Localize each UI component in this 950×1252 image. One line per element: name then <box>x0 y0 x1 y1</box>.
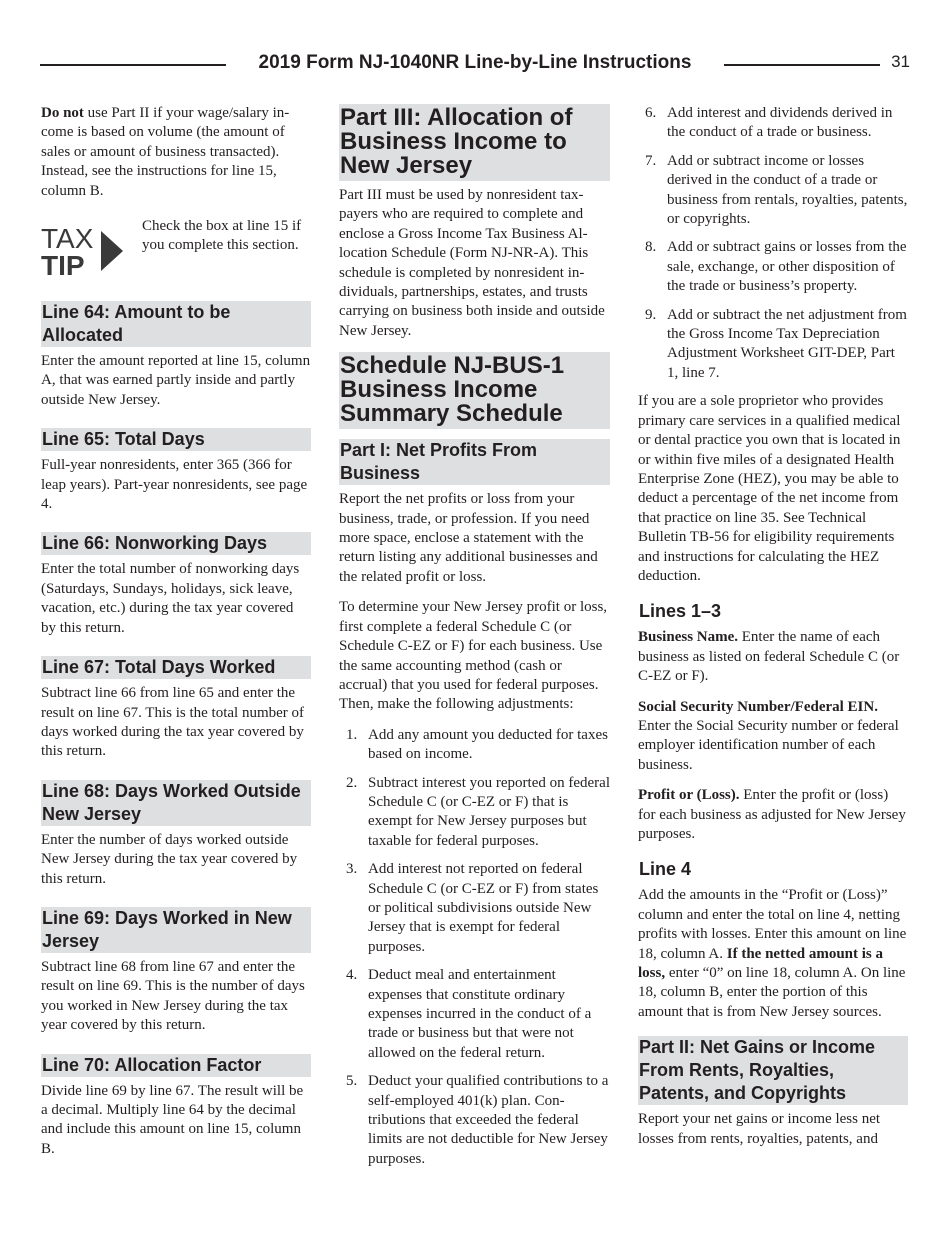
part3-heading: Part III: Allocation of Business Income to New Jersey <box>339 104 610 181</box>
column-2 <box>339 104 610 1178</box>
tax-tip-logo <box>41 225 127 277</box>
line4-text2: enter “0” on line 18, column A. On line 18, column B, enter the portion of this amount that is from New Jersey sources. <box>638 965 906 1020</box>
list-item-text: Add or subtract gains or losses from the sale, exchange, or other disposition of the trade or business’s property. <box>667 239 907 295</box>
profit-loss-text: Enter the profit or (loss) for each business as adjusted for New Jersey purposes. <box>638 787 906 842</box>
list-item-text: Add any amount you deducted for taxes based on income. <box>368 726 608 763</box>
part2-heading: Part II: Net Gains or Income From Rents, Royalties, Patents, and Copyrights <box>638 1036 908 1105</box>
line70-heading: Line 70: Allocation Factor <box>41 1054 311 1077</box>
page-title: 2019 Form NJ-1040NR Line-by-Line Instructions <box>258 52 692 73</box>
adjustments-list-1 <box>339 726 610 1170</box>
part1-para1: Report the net profits or loss from your business, trade, or profession. If you need more space, enclose a statement with the return listing any additional businesses and the related profit or loss. <box>339 491 598 585</box>
line64-heading: Line 64: Amount to be Allocated <box>41 301 311 347</box>
line66-text: Enter the total number of nonworking days (Saturdays, Sundays, holidays, sick leave, vacation, etc.) during the tax year covered by this return. <box>41 561 300 636</box>
list-item-text: Add interest not reported on federal Schedule C (or C-EZ or F) from states or political subdivisions outside New Jersey that is exempt for federal purposes. <box>368 861 599 955</box>
line69-text: Subtract line 68 from line 67 and enter the result on line 69. This is the number of days you worked in New Jersey during the tax year covered by this return. <box>41 958 305 1034</box>
intro-text: use Part II if your wage/salary income is based on volume (the amount of sales or amount of business transacted). Instead, see the instructions for line 15, column B. <box>41 105 290 199</box>
page-number: 31 <box>891 52 910 71</box>
intro-bold: Do not <box>41 105 84 121</box>
line64-text: Enter the amount reported at line 15, column A, that was earned partly inside and partly outside New Jersey. <box>41 353 311 408</box>
tax-tip-arrow-icon <box>101 231 123 271</box>
line4-heading: Line 4 <box>639 859 692 880</box>
list-item <box>638 104 908 143</box>
line65-text: Full-year nonresidents, enter 365 (366 for leap years). Part-year nonresidents, see page 4. <box>41 457 308 513</box>
tax-tip-logo-line2: TIP <box>41 250 85 278</box>
list-item-number: 7. <box>645 152 657 169</box>
header-rule-right <box>724 64 880 66</box>
list-item <box>339 726 610 765</box>
list-item-text: Subtract interest you reported on federal Schedule C (or C-EZ or F) that is exempt for New Jersey purposes but taxable for federal purposes. <box>368 774 610 849</box>
part3-text: Part III must be used by nonresident taxpayers who are required to complete and enclose a Gross Income Tax Business Allocation Schedule (Form NJ-NR-A). This schedule is completed by nonresident individuals, partnerships, estates, and trusts carrying on business both inside and outside New Jersey. <box>339 187 605 339</box>
list-item-text: Deduct your qualified contributions to a self-employed 401(k) plan. Contributions that exceeded the federal limits are not deductible for New Jersey purposes. <box>368 1073 609 1167</box>
hez-paragraph: If you are a sole proprietor who provides primary care services in a qualified medical or dental practice you own that is located in or within five miles of a designated Health Enterprise Zone (HEZ), you may be able to deduct a percentage of the net income from that practice on line 35. See Technical Bulletin TB-56 for eligibility requirements and instructions for calculating the HEZ deduction. <box>638 393 901 584</box>
tax-tip-logo-line1: TAX <box>41 225 94 255</box>
list-item-number: 1. <box>346 726 358 743</box>
list-item-number: 6. <box>645 105 657 121</box>
list-item-text: Add or subtract the net adjustment from the Gross Income Tax Depreciation Adjustment Worksheet GIT-DEP, Part 1, line 7. <box>667 306 907 381</box>
business-name-paragraph <box>638 628 908 686</box>
part1-para2: To determine your New Jersey profit or loss, first complete a federal Schedule C (or Schedule C-EZ or F) for each business. Use the same accounting method (cash or accrual) that you used for federal purposes. Then, make the following adjustments: <box>339 599 608 713</box>
business-name-bold: Business Name. <box>638 629 739 646</box>
list-item <box>339 966 610 1063</box>
list-item-text: Deduct meal and entertainment expenses that constitute ordinary expenses incurred in the conduct of a trade or business but that were not allowed on the federal return. <box>368 967 592 1061</box>
list-item <box>638 152 908 230</box>
line70-text: Divide line 69 by line 67. The result will be a decimal. Multiply line 64 by the decimal and include this amount on line 15, column B. <box>41 1082 304 1157</box>
list-item <box>339 860 610 957</box>
line69-heading: Line 69: Days Worked in New Jersey <box>41 907 311 953</box>
list-item <box>339 1072 610 1169</box>
ssn-bold: Social Security Number/Federal EIN. <box>638 698 878 715</box>
column-1 <box>41 104 311 1170</box>
list-item-number: 4. <box>346 967 358 984</box>
list-item-number: 8. <box>645 239 657 256</box>
part2-text: Report your net gains or income less net losses from rents, royalties, patents, and <box>638 1111 881 1147</box>
line67-heading: Line 67: Total Days Worked <box>41 656 311 679</box>
line4-bold: If the netted amount is a loss, <box>638 945 883 982</box>
list-item-number: 2. <box>346 774 358 791</box>
line4-text1: Add the amounts in the “Profit or (Loss)” column and enter the total on line 4, netting profits with losses. Enter this amount on line 18, column A. <box>638 887 907 962</box>
ssn-text: Enter the Social Security number or federal employer identification number of each business. <box>638 717 899 773</box>
list-item-number: 3. <box>346 861 358 878</box>
line65-heading: Line 65: Total Days <box>41 428 311 451</box>
list-item-text: Add interest and dividends derived in the conduct of a trade or business. <box>667 105 893 141</box>
line68-heading: Line 68: Days Worked Outside New Jersey <box>41 780 311 826</box>
list-item <box>638 238 908 296</box>
line66-heading: Line 66: Nonworking Days <box>41 532 311 555</box>
list-item-number: 9. <box>645 306 657 323</box>
tax-tip-text: Check the box at line 15 if you complete this section. <box>142 218 302 254</box>
list-item <box>339 774 610 852</box>
part1-heading: Part I: Net Profits From Business <box>339 439 610 485</box>
list-item <box>638 306 908 384</box>
line68-text: Enter the number of days worked outside New Jersey during the tax year covered by this return. <box>41 831 298 887</box>
business-name-text: Enter the name of each business as listed on federal Schedule C (or C-EZ or F). <box>638 629 900 685</box>
line67-text: Subtract line 66 from line 65 and enter the result on line 67. This is the total number of days worked during the tax year covered by this return. <box>41 685 305 760</box>
column-3 <box>638 104 908 1160</box>
list-item-text: Add or subtract income or losses derived in the conduct of a trade or business from rentals, royalties, patents, or copyrights. <box>667 152 908 228</box>
adjustments-list-2 <box>638 104 908 383</box>
header-rule-left <box>40 64 226 66</box>
list-item-number: 5. <box>346 1073 358 1090</box>
profit-loss-bold: Profit or (Loss). <box>638 787 740 804</box>
profit-loss-paragraph <box>638 786 908 844</box>
line4-paragraph <box>638 886 908 1022</box>
ssn-paragraph <box>638 698 908 776</box>
lines13-heading: Lines 1–3 <box>639 601 722 622</box>
intro-paragraph <box>41 104 311 201</box>
page-header <box>40 50 910 80</box>
tax-tip <box>41 217 311 287</box>
schedule-heading: Schedule NJ-BUS-1 Business Income Summary Schedule <box>339 352 610 429</box>
